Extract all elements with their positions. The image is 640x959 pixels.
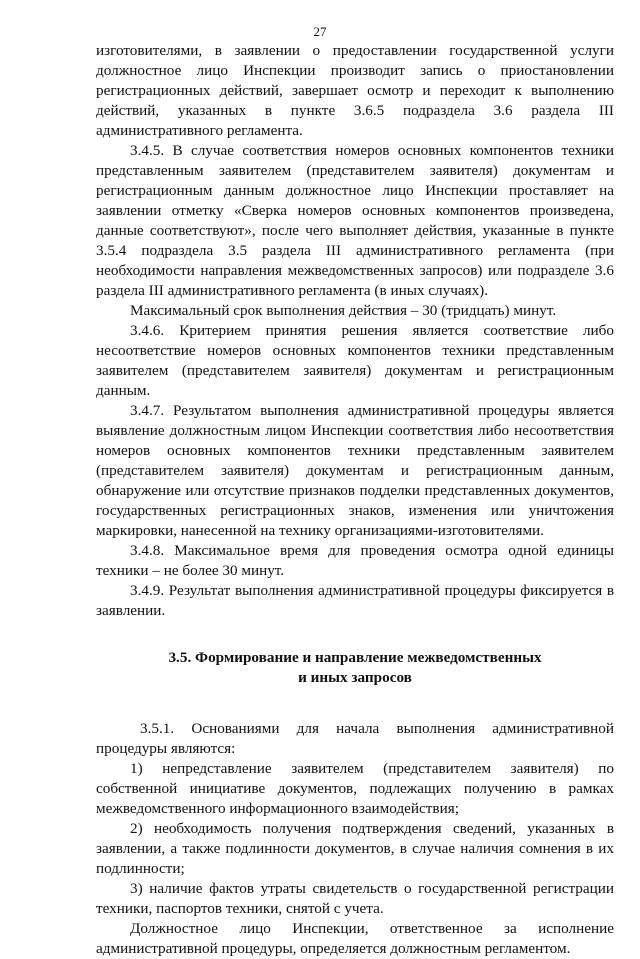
section-heading-line2: и иных запросов xyxy=(298,669,412,686)
section-heading xyxy=(96,648,614,688)
paragraph-continuation: изготовителями, в заявлении о предоставлении государственной услуги должностное лицо Инспекции производит запись о приостановлении регистрационных действий, завершает осмотр и переходит к выполнению действий, указанных в пункте 3.6.5 подраздела 3.6 раздела III административного регламента. xyxy=(96,42,614,139)
page-number: 27 xyxy=(313,24,327,39)
paragraph-3-4-5: 3.4.5. В случае соответствия номеров основных компонентов техники представленным заявителем (представителем заявителя) документам и регистрационным данным должностное лицо Инспекции проставляет на заявлении отметку «Сверка номеров основных компонентов произведена, данные соответствуют», после чего выполняет действия, указанные в пункте 3.5.4 подраздела 3.5 раздела III административного регламента (при необходимости направления межведомственных запросов) или подразделе 3.6 раздела III административного регламента (в иных случаях). xyxy=(96,142,614,299)
list-item-2: 2) необходимость получения подтверждения сведений, указанных в заявлении, а также подлинности документов, в случае наличия сомнения в их подлинности; xyxy=(96,820,614,877)
paragraph-3-4-7: 3.4.7. Результатом выполнения административной процедуры является выявление должностным лицом Инспекции соответствия либо несоответствия номеров основных компонентов техники представленным заявителем (представителем заявителя) документам и регистрационным данным, обнаружение или отсутствие признаков подделки представленных документов, государственных регистрационных знаков, изменения или уничтожения маркировки, нанесенной на технику организациями-изготовителями. xyxy=(96,402,614,539)
paragraph-3-4-9: 3.4.9. Результат выполнения административной процедуры фиксируется в заявлении. xyxy=(96,582,614,619)
paragraph-max-duration: Максимальный срок выполнения действия – 30 (тридцать) минут. xyxy=(130,302,557,319)
document-body xyxy=(96,41,614,959)
paragraph-3-4-6: 3.4.6. Критерием принятия решения является соответствие либо несоответствие номеров основных компонентов техники представленным заявителем (представителем заявителя) документам и регистрационным данным. xyxy=(96,322,614,399)
list-item-1: 1) непредставление заявителем (представителем заявителя) по собственной инициативе документов, подлежащих получению в рамках межведомственного информационного взаимодействия; xyxy=(96,760,614,817)
list-item-3: 3) наличие фактов утраты свидетельств о государственной регистрации техники, паспортов техники, снятой с учета. xyxy=(96,880,614,917)
paragraph-responsible-official: Должностное лицо Инспекции, ответственное за исполнение административной процедуры, определяется должностным регламентом. xyxy=(96,920,614,957)
section-heading-line1: 3.5. Формирование и направление межведомственных xyxy=(168,649,542,666)
paragraph-3-4-8: 3.4.8. Максимальное время для проведения осмотра одной единицы техники – не более 30 минут. xyxy=(96,542,614,579)
paragraph-3-5-1: 3.5.1. Основаниями для начала выполнения административной процедуры являются: xyxy=(96,720,614,757)
